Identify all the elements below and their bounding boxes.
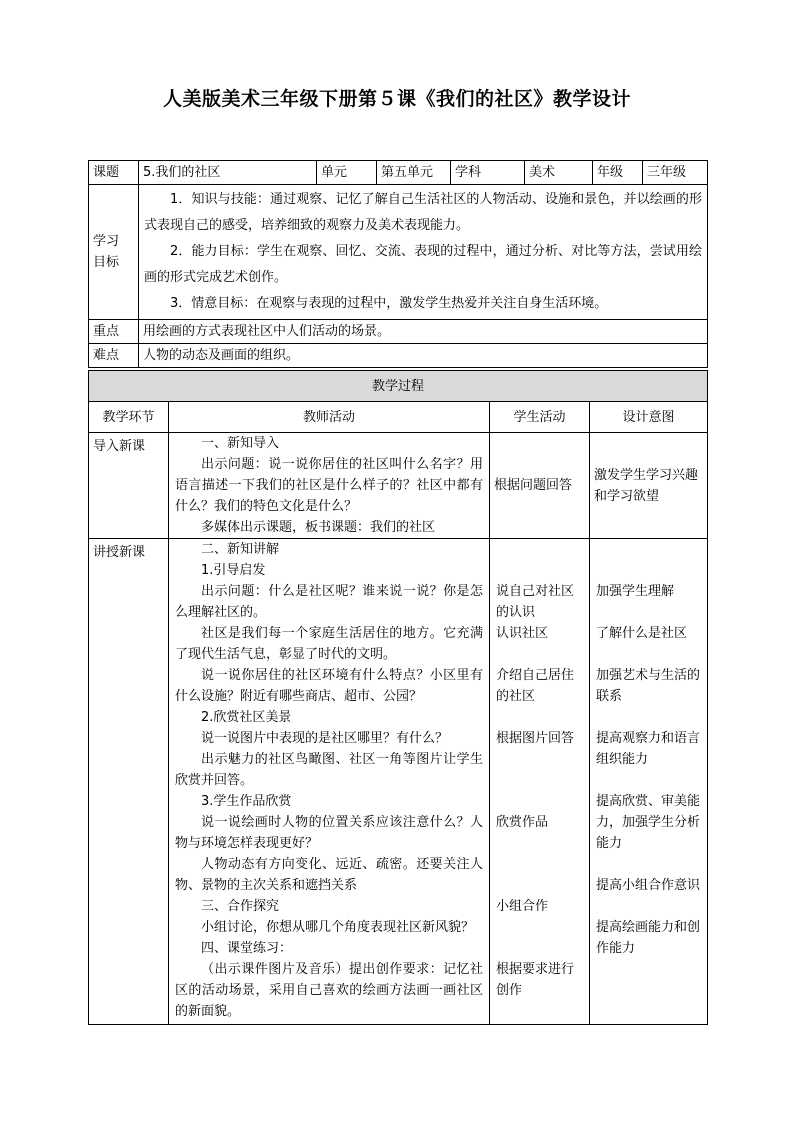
- student-activity-1: 说自己对社区的认识: [496, 584, 575, 620]
- header-teacher: 教师活动: [169, 402, 490, 433]
- intro-intent: 激发学生学习兴趣和学习欲望: [590, 433, 708, 539]
- intent-1: 加强学生理解: [596, 584, 675, 599]
- intent-6: 提高小组合作意识: [596, 878, 701, 893]
- student-activity-3: 介绍自己居住的社区: [496, 668, 575, 704]
- key-point-text: 用绘画的方式表现社区中人们活动的场景。: [139, 320, 708, 344]
- teach-student: [490, 539, 590, 1025]
- header-stage: 教学环节: [89, 402, 169, 433]
- grade-label: 年级: [593, 161, 643, 185]
- header-student: 学生活动: [490, 402, 590, 433]
- cooperation-question: 小组讨论，你想从哪几个角度表现社区新风貌？: [201, 920, 475, 935]
- intro-student: 根据问题回答: [490, 433, 590, 539]
- topic-value: 5.我们的社区: [139, 161, 317, 185]
- subject-label: 学科: [451, 161, 525, 185]
- process-header-row: [89, 402, 708, 433]
- section-practice: 四、课堂练习：: [201, 941, 293, 956]
- practice-requirement: （出示课件图片及音乐）提出创作要求：记忆社区的活动场景，采用自己喜欢的绘画方法画一画社区的新面貌。: [175, 962, 483, 1019]
- intro-row: [89, 433, 708, 539]
- works-tip: 人物动态有方向变化、远近、疏密。还要关注人物、景物的主次关系和遮挡关系: [175, 857, 483, 893]
- intent-7: 提高绘画能力和创作能力: [596, 920, 701, 956]
- teaching-process-table: [88, 370, 708, 1025]
- difficulty-row: [89, 344, 708, 368]
- intent-5: 提高欣赏、审美能力，加强学生分析能力: [596, 794, 701, 851]
- environment-question: 说一说你居住的社区环境有什么特点？小区里有什么设施？附近有哪些商店、超市、公园？: [175, 668, 483, 704]
- intro-board: 多媒体出示课题，板书课题：我们的社区: [201, 520, 436, 535]
- objectives-label: 学习 目标: [89, 185, 139, 320]
- scenery-question: 说一说图片中表现的是社区哪里？有什么？: [201, 731, 449, 746]
- objective-ability: 2．能力目标：学生在观察、回忆、交流、表现的过程中，通过分析、对比等方法，尝试用绘画的形式完成艺术创作。: [144, 244, 702, 285]
- teach-intent: [590, 539, 708, 1025]
- community-definition: 社区是我们每一个家庭生活居住的地方。它充满了现代生活气息，彰显了时代的文明。: [175, 626, 483, 662]
- unit-label: 单元: [317, 161, 377, 185]
- subject-value: 美术: [525, 161, 593, 185]
- student-activity-5: 欣赏作品: [496, 815, 549, 830]
- teach-teacher: [169, 539, 490, 1025]
- intro-question: 出示问题：说一说你居住的社区叫什么名字？用语言描述一下我们的社区是什么样子的？社区中都有什么？我们的特色文化是什么？: [175, 457, 483, 514]
- student-activity-2: 认识社区: [496, 626, 549, 641]
- document-title: 人美版美术三年级下册第５课《我们的社区》教学设计: [162, 88, 631, 110]
- section-cooperation: 三、合作探究: [201, 899, 280, 914]
- grade-value: 三年级: [643, 161, 708, 185]
- intent-2: 了解什么是社区: [596, 626, 688, 641]
- objective-knowledge: 1．知识与技能：通过观察、记忆了解自己生活社区的人物活动、设施和景色，并以绘画的形式表现自己的感受，培养细致的观察力及美术表现能力。: [144, 192, 702, 233]
- intent-4: 提高观察力和语言组织能力: [596, 731, 701, 767]
- guide-question: 出示问题：什么是社区呢？谁来说一说？你是怎么理解社区的。: [175, 584, 483, 620]
- teach-stage: 讲授新课: [89, 539, 169, 1025]
- lesson-info-table: [88, 160, 708, 368]
- intent-3: 加强艺术与生活的联系: [596, 668, 701, 704]
- info-row: [89, 161, 708, 185]
- objectives-row: [89, 185, 708, 320]
- key-point-row: [89, 320, 708, 344]
- scenery-show: 出示魅力的社区鸟瞰图、社区一角等图片让学生欣赏并回答。: [175, 752, 483, 788]
- process-band-row: [89, 371, 708, 402]
- sub-scenery: 2.欣赏社区美景: [201, 710, 292, 725]
- objectives-content: [139, 185, 708, 320]
- intro-stage: 导入新课: [89, 433, 169, 539]
- header-intent: 设计意图: [590, 402, 708, 433]
- key-point-label: 重点: [89, 320, 139, 344]
- intro-heading: 一、新知导入: [201, 436, 280, 451]
- topic-label: 课题: [89, 161, 139, 185]
- difficulty-label: 难点: [89, 344, 139, 368]
- unit-value: 第五单元: [377, 161, 451, 185]
- objective-emotion: 3．情意目标：在观察与表现的过程中，激发学生热爱并关注自身生活环境。: [170, 296, 608, 311]
- works-question: 说一说绘画时人物的位置关系应该注意什么？人物与环境怎样表现更好？: [175, 815, 483, 851]
- process-band-title: 教学过程: [89, 371, 708, 402]
- student-activity-4: 根据图片回答: [496, 731, 575, 746]
- sub-works: 3.学生作品欣赏: [201, 794, 292, 809]
- intro-teacher: [169, 433, 490, 539]
- teach-row: [89, 539, 708, 1025]
- student-activity-6: 小组合作: [496, 899, 549, 914]
- sub-guide: 1.引导启发: [201, 563, 266, 578]
- section-new-knowledge: 二、新知讲解: [201, 542, 280, 557]
- student-activity-7: 根据要求进行创作: [496, 962, 575, 998]
- difficulty-text: 人物的动态及画面的组织。: [139, 344, 708, 368]
